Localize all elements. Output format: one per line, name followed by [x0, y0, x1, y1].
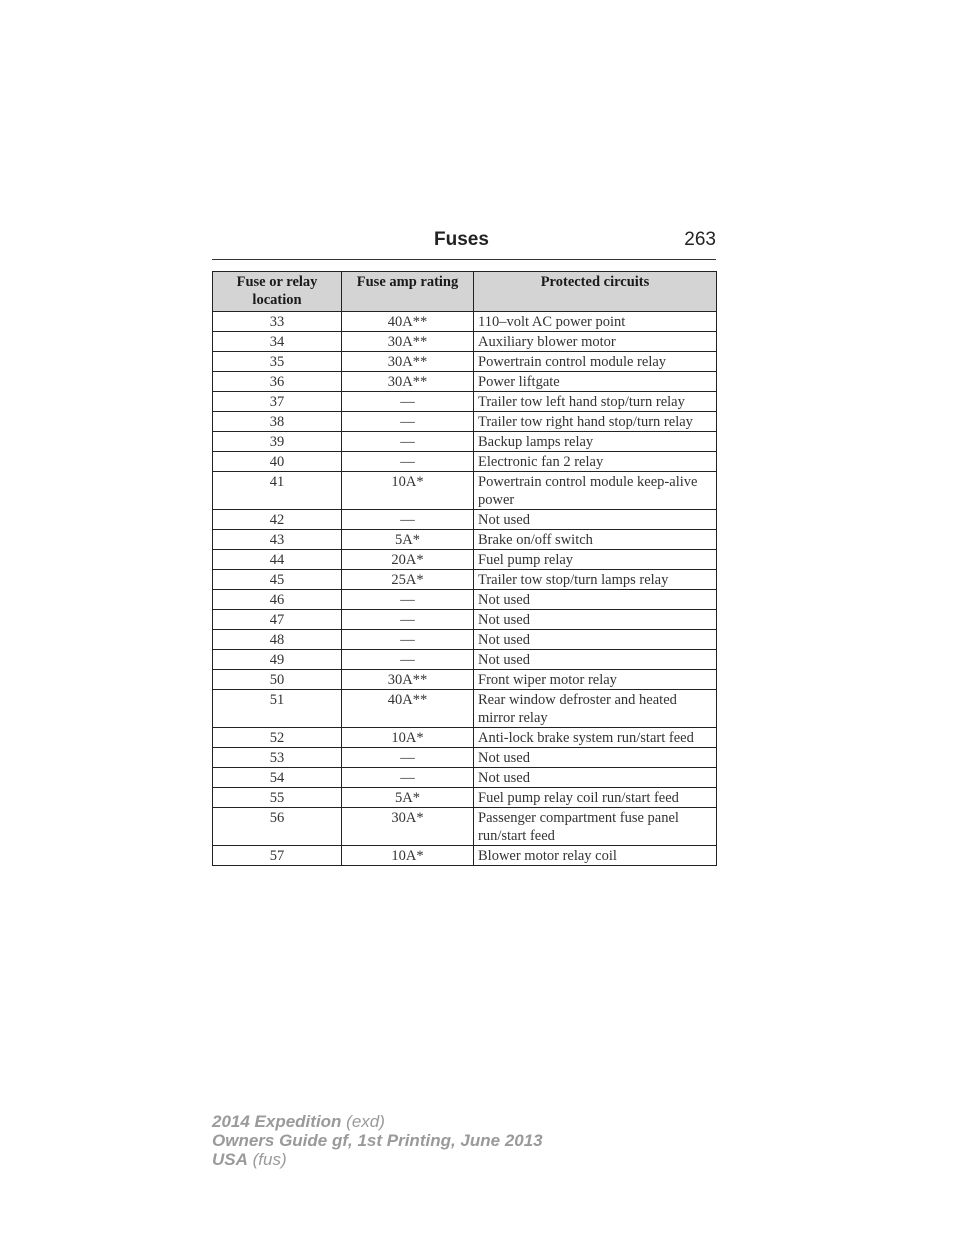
- table-row: [213, 550, 717, 570]
- fuse-location-cell: 34: [213, 332, 342, 352]
- protected-circuit-cell: Not used: [474, 630, 717, 650]
- page-header: [212, 228, 716, 260]
- fuse-amp-cell: —: [342, 610, 474, 630]
- fuse-location-cell: 33: [213, 312, 342, 332]
- fuse-amp-cell: 10A*: [342, 846, 474, 866]
- table-row: [213, 630, 717, 650]
- table-row: [213, 590, 717, 610]
- fuse-amp-cell: 30A*: [342, 808, 474, 846]
- fuse-location-cell: 56: [213, 808, 342, 846]
- protected-circuit-cell: Trailer tow right hand stop/turn relay: [474, 412, 717, 432]
- fuse-location-cell: 47: [213, 610, 342, 630]
- protected-circuit-cell: Fuel pump relay coil run/start feed: [474, 788, 717, 808]
- fuse-amp-cell: 25A*: [342, 570, 474, 590]
- fuse-amp-cell: 40A**: [342, 690, 474, 728]
- fuse-amp-cell: —: [342, 452, 474, 472]
- column-header-amp-rating: Fuse amp rating: [342, 272, 474, 312]
- column-header-protected-circuits: Protected circuits: [474, 272, 717, 312]
- table-row: [213, 610, 717, 630]
- footer-edition: Owners Guide gf, 1st Printing, June 2013: [212, 1131, 543, 1150]
- table-row: [213, 452, 717, 472]
- protected-circuit-cell: Rear window defroster and heated mirror relay: [474, 690, 717, 728]
- fuse-amp-cell: 30A**: [342, 372, 474, 392]
- table-row: [213, 530, 717, 550]
- footer-market: USA: [212, 1150, 248, 1169]
- protected-circuit-cell: Not used: [474, 610, 717, 630]
- fuse-location-cell: 44: [213, 550, 342, 570]
- fuse-amp-cell: 20A*: [342, 550, 474, 570]
- table-row: [213, 392, 717, 412]
- fuse-location-cell: 48: [213, 630, 342, 650]
- fuse-amp-cell: 5A*: [342, 530, 474, 550]
- protected-circuit-cell: Powertrain control module keep-alive power: [474, 472, 717, 510]
- fuse-amp-cell: 30A**: [342, 670, 474, 690]
- table-row: [213, 510, 717, 530]
- table-row: [213, 432, 717, 452]
- fuse-amp-cell: —: [342, 748, 474, 768]
- fuse-amp-cell: 30A**: [342, 352, 474, 372]
- table-row: [213, 472, 717, 510]
- fuse-location-cell: 40: [213, 452, 342, 472]
- fuse-location-cell: 42: [213, 510, 342, 530]
- table-row: [213, 690, 717, 728]
- footer-line-2: [212, 1131, 543, 1150]
- fuse-location-cell: 43: [213, 530, 342, 550]
- fuse-amp-cell: 10A*: [342, 728, 474, 748]
- table-row: [213, 788, 717, 808]
- protected-circuit-cell: Auxiliary blower motor: [474, 332, 717, 352]
- column-header-location: Fuse or relay location: [213, 272, 342, 312]
- fuse-location-cell: 45: [213, 570, 342, 590]
- table-row: [213, 570, 717, 590]
- footer-market-code: (fus): [247, 1150, 287, 1169]
- fuse-amp-cell: —: [342, 630, 474, 650]
- table-row: [213, 332, 717, 352]
- table-body: [213, 312, 717, 866]
- fuse-amp-cell: —: [342, 392, 474, 412]
- footer-model-code: (exd): [341, 1112, 385, 1131]
- fuse-amp-cell: —: [342, 650, 474, 670]
- protected-circuit-cell: Trailer tow left hand stop/turn relay: [474, 392, 717, 412]
- table-row: [213, 846, 717, 866]
- section-title: Fuses: [434, 229, 489, 250]
- protected-circuit-cell: Fuel pump relay: [474, 550, 717, 570]
- fuse-location-cell: 51: [213, 690, 342, 728]
- fuse-amp-cell: —: [342, 768, 474, 788]
- fuse-amp-cell: —: [342, 510, 474, 530]
- fuse-amp-cell: —: [342, 590, 474, 610]
- protected-circuit-cell: Not used: [474, 590, 717, 610]
- protected-circuit-cell: Electronic fan 2 relay: [474, 452, 717, 472]
- protected-circuit-cell: 110–volt AC power point: [474, 312, 717, 332]
- fuse-location-cell: 36: [213, 372, 342, 392]
- footer-line-1: [212, 1112, 543, 1131]
- protected-circuit-cell: Power liftgate: [474, 372, 717, 392]
- table-row: [213, 650, 717, 670]
- table-row: [213, 728, 717, 748]
- table-row: [213, 808, 717, 846]
- table-row: [213, 412, 717, 432]
- fuse-amp-cell: 10A*: [342, 472, 474, 510]
- fuse-location-cell: 54: [213, 768, 342, 788]
- fuse-location-cell: 39: [213, 432, 342, 452]
- fuse-location-cell: 53: [213, 748, 342, 768]
- table-row: [213, 670, 717, 690]
- table-row: [213, 352, 717, 372]
- fuse-amp-cell: 30A**: [342, 332, 474, 352]
- protected-circuit-cell: Not used: [474, 650, 717, 670]
- footer-line-3: [212, 1150, 543, 1169]
- protected-circuit-cell: Powertrain control module relay: [474, 352, 717, 372]
- protected-circuit-cell: Not used: [474, 768, 717, 788]
- fuse-location-cell: 46: [213, 590, 342, 610]
- table-header-row: [213, 272, 717, 312]
- fuse-location-cell: 37: [213, 392, 342, 412]
- fuse-table: [212, 271, 717, 866]
- fuse-amp-cell: —: [342, 432, 474, 452]
- fuse-amp-cell: 40A**: [342, 312, 474, 332]
- protected-circuit-cell: Anti-lock brake system run/start feed: [474, 728, 717, 748]
- fuse-location-cell: 35: [213, 352, 342, 372]
- fuse-location-cell: 50: [213, 670, 342, 690]
- fuse-amp-cell: —: [342, 412, 474, 432]
- fuse-location-cell: 55: [213, 788, 342, 808]
- fuse-location-cell: 49: [213, 650, 342, 670]
- table-row: [213, 748, 717, 768]
- fuse-amp-cell: 5A*: [342, 788, 474, 808]
- protected-circuit-cell: Brake on/off switch: [474, 530, 717, 550]
- footer-model: 2014 Expedition: [212, 1112, 342, 1131]
- protected-circuit-cell: Front wiper motor relay: [474, 670, 717, 690]
- protected-circuit-cell: Blower motor relay coil: [474, 846, 717, 866]
- protected-circuit-cell: Trailer tow stop/turn lamps relay: [474, 570, 717, 590]
- protected-circuit-cell: Not used: [474, 510, 717, 530]
- fuse-location-cell: 52: [213, 728, 342, 748]
- table-row: [213, 372, 717, 392]
- protected-circuit-cell: Passenger compartment fuse panel run/start feed: [474, 808, 717, 846]
- footer: [212, 1112, 543, 1169]
- protected-circuit-cell: Not used: [474, 748, 717, 768]
- fuse-location-cell: 38: [213, 412, 342, 432]
- fuse-location-cell: 41: [213, 472, 342, 510]
- table-row: [213, 312, 717, 332]
- page-number: 263: [684, 229, 716, 250]
- protected-circuit-cell: Backup lamps relay: [474, 432, 717, 452]
- table-row: [213, 768, 717, 788]
- fuse-location-cell: 57: [213, 846, 342, 866]
